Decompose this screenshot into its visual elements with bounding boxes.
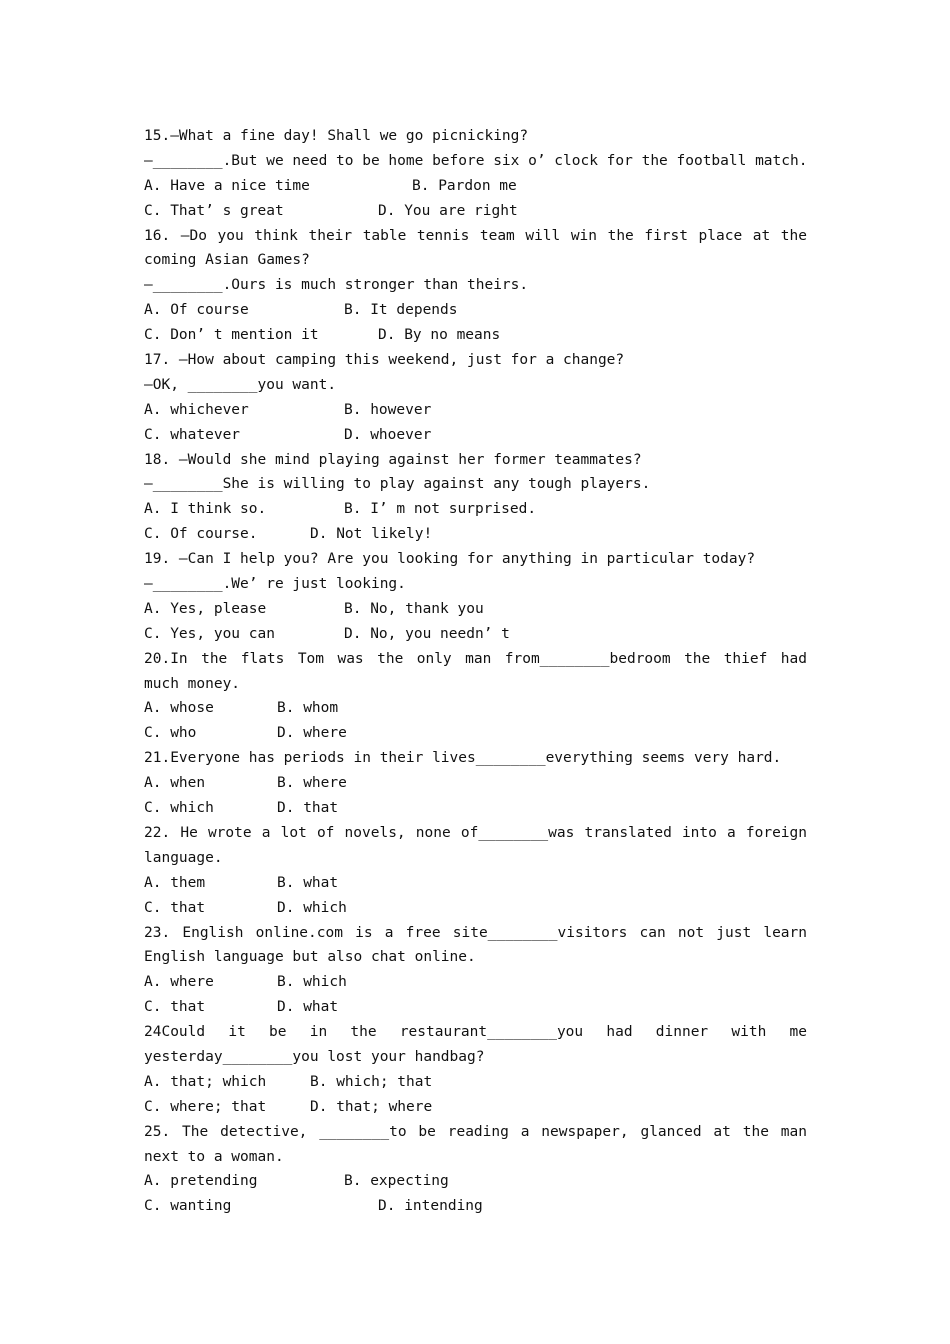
question-22 (144, 821, 807, 921)
option-a: A. when (144, 775, 206, 792)
question-text: —________.But we need to be home before six o’ clock for the football match. (144, 152, 807, 169)
question-text: 19. —Can I help you? Are you looking for anything in particular today? (144, 551, 756, 568)
question-text: 21.Everyone has periods in their lives________everything seems very hard. (144, 750, 782, 767)
option-b: B. what (277, 874, 339, 891)
options-row (144, 298, 807, 323)
option-a: A. Have a nice time (144, 177, 310, 194)
option-b: B. It depends (344, 302, 458, 319)
question-text: —________.Ours is much stronger than theirs. (144, 277, 529, 294)
question-text: 20.In the flats Tom was the only man from________bedroom the thief had (144, 650, 807, 667)
question-19 (144, 547, 807, 647)
option-d: D. that; where (310, 1098, 433, 1115)
option-a: A. whichever (144, 401, 249, 418)
option-c: C. Of course. (144, 526, 258, 543)
option-d: D. Not likely! (310, 526, 433, 543)
question-15 (144, 124, 807, 224)
options-row (144, 199, 807, 224)
options-row (144, 174, 807, 199)
question-text: much money. (144, 675, 241, 692)
options-row (144, 323, 807, 348)
options-row (144, 497, 807, 522)
question-text: next to a woman. (144, 1148, 284, 1165)
option-b: B. where (277, 775, 347, 792)
question-text: coming Asian Games? (144, 252, 310, 269)
options-row (144, 1070, 807, 1095)
option-a: A. Of course (144, 302, 249, 319)
question-20 (144, 647, 807, 747)
option-b: B. Pardon me (412, 177, 517, 194)
options-row (144, 771, 807, 796)
options-row (144, 1194, 807, 1219)
options-row (144, 398, 807, 423)
option-d: D. which (277, 899, 347, 916)
question-text: —________.We’ re just looking. (144, 576, 406, 593)
option-c: C. Yes, you can (144, 625, 275, 642)
question-text: 25. The detective, ________to be reading a newspaper, glanced at the man (144, 1123, 807, 1140)
option-a: A. that; which (144, 1073, 267, 1090)
question-text: English language but also chat online. (144, 949, 476, 966)
question-23 (144, 921, 807, 1021)
question-25 (144, 1120, 807, 1220)
options-row (144, 622, 807, 647)
option-b: B. whom (277, 700, 339, 717)
option-a: A. I think so. (144, 501, 267, 518)
option-d: D. where (277, 725, 347, 742)
question-16 (144, 224, 807, 348)
option-c: C. wanting (144, 1198, 232, 1215)
option-b: B. which (277, 974, 347, 991)
question-text: —OK, ________you want. (144, 376, 337, 393)
options-row (144, 896, 807, 921)
option-d: D. whoever (344, 426, 432, 443)
options-row (144, 522, 807, 547)
option-b: B. however (344, 401, 432, 418)
option-a: A. Yes, please (144, 600, 267, 617)
question-text: yesterday________you lost your handbag? (144, 1048, 485, 1065)
option-d: D. that (277, 800, 339, 817)
exam-document (144, 124, 807, 1219)
options-row (144, 721, 807, 746)
options-row (144, 597, 807, 622)
option-c: C. Don’ t mention it (144, 327, 319, 344)
question-21 (144, 746, 807, 821)
options-row (144, 423, 807, 448)
question-text: 23. English online.com is a free site________visitors can not just learn (144, 924, 807, 941)
question-text: 15.—What a fine day! Shall we go picnicking? (144, 128, 529, 144)
options-row (144, 970, 807, 995)
option-c: C. that (144, 999, 206, 1016)
option-a: A. them (144, 874, 206, 891)
option-c: C. that (144, 899, 206, 916)
question-text: language. (144, 849, 223, 866)
option-c: C. whatever (144, 426, 241, 443)
options-row (144, 796, 807, 821)
option-d: D. No, you needn’ t (344, 625, 510, 642)
option-a: A. whose (144, 700, 214, 717)
question-text: 17. —How about camping this weekend, just for a change? (144, 352, 625, 369)
question-24 (144, 1020, 807, 1120)
options-row (144, 696, 807, 721)
options-row (144, 1095, 807, 1120)
options-row (144, 1169, 807, 1194)
option-d: D. By no means (378, 327, 501, 344)
option-c: C. where; that (144, 1098, 267, 1115)
option-b: B. No, thank you (344, 600, 484, 617)
option-b: B. expecting (344, 1173, 449, 1190)
option-c: C. That’ s great (144, 202, 284, 219)
option-b: B. which; that (310, 1073, 433, 1090)
options-row (144, 995, 807, 1020)
question-text: 16. —Do you think their table tennis team will win the first place at the (144, 227, 807, 244)
question-text: 18. —Would she mind playing against her former teammates? (144, 451, 642, 468)
question-17 (144, 348, 807, 448)
option-d: D. intending (378, 1198, 483, 1215)
option-d: D. what (277, 999, 339, 1016)
option-c: C. who (144, 725, 197, 742)
option-b: B. I’ m not surprised. (344, 501, 537, 518)
option-a: A. where (144, 974, 214, 991)
question-text: 22. He wrote a lot of novels, none of________was translated into a foreign (144, 824, 807, 841)
options-row (144, 871, 807, 896)
option-c: C. which (144, 800, 214, 817)
question-text: —________She is willing to play against any tough players. (144, 476, 651, 493)
question-text: 24Could it be in the restaurant________you had dinner with me (144, 1024, 807, 1041)
option-d: D. You are right (378, 202, 518, 219)
question-18 (144, 448, 807, 548)
option-a: A. pretending (144, 1173, 258, 1190)
